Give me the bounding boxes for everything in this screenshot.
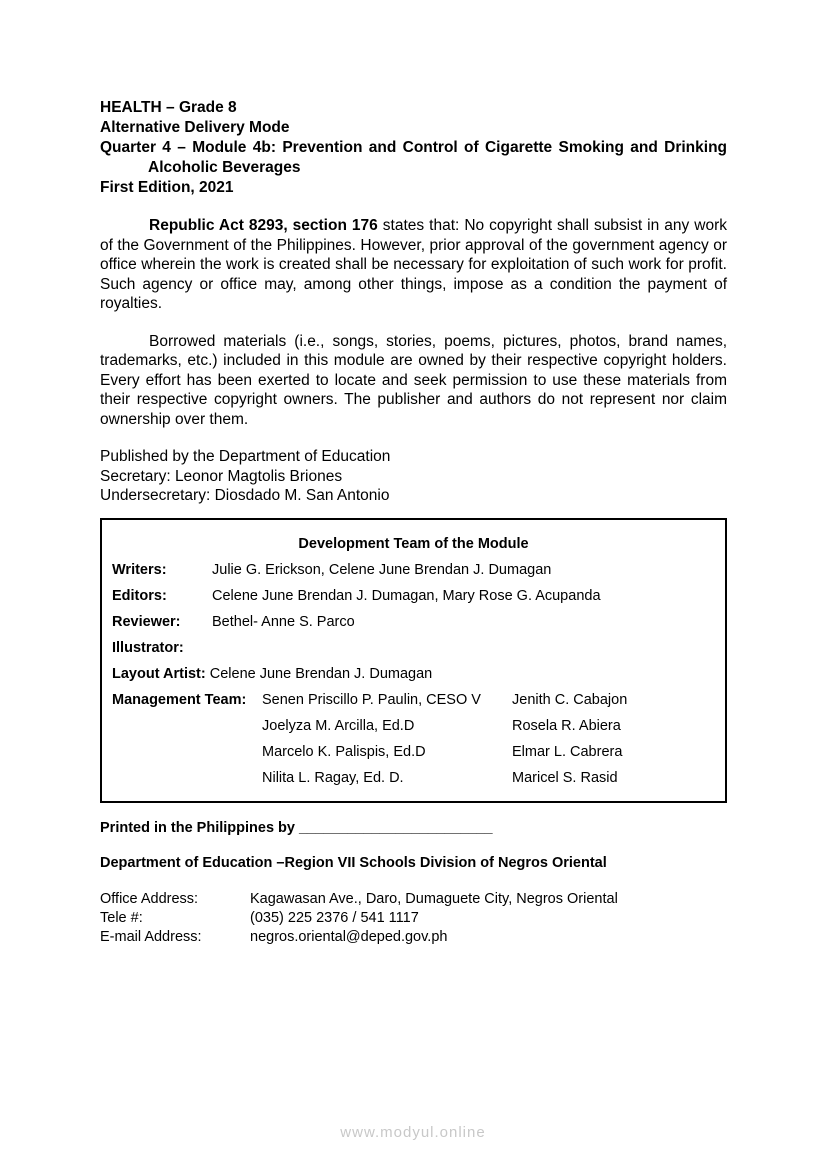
management-member: Elmar L. Cabrera <box>512 744 623 760</box>
illustrator-label: Illustrator: <box>112 640 184 656</box>
layout-artist-label: Layout Artist: <box>112 666 206 682</box>
copyright-text: states that: No copyright shall subsist in any work of the Government of the Philippines. However, prior approval of the government agency or office wherein the work is created shall be necessary for exploitation of such work for profit. Such agency or office may, among other things, impose as a condition the payment of royalties. <box>100 217 727 312</box>
editors-value: Celene June Brendan J. Dumagan, Mary Rose G. Acupanda <box>212 588 601 604</box>
writers-row <box>112 562 167 578</box>
tele-row <box>100 909 618 928</box>
edition: First Edition, 2021 <box>100 179 234 196</box>
management-member: Jenith C. Cabajon <box>512 692 628 708</box>
editors-row <box>112 588 167 604</box>
secretary: Secretary: Leonor Magtolis Briones <box>100 467 343 485</box>
copyright-page <box>100 98 727 506</box>
layout-artist-row <box>112 666 432 682</box>
publisher: Published by the Department of Education <box>100 448 391 465</box>
office-address-label: Office Address: <box>100 891 199 907</box>
reviewer-row <box>112 614 181 630</box>
publisher-block <box>100 447 727 506</box>
management-member: Rosela R. Abiera <box>512 718 621 734</box>
reviewer-value: Bethel- Anne S. Parco <box>212 614 355 630</box>
management-member: Nilita L. Ragay, Ed. D. <box>262 770 404 786</box>
title-block <box>100 98 727 198</box>
development-team-box <box>100 518 727 803</box>
management-member: Senen Priscillo P. Paulin, CESO V <box>262 692 481 708</box>
deped-division: Department of Education –Region VII Schools Division of Negros Oriental <box>100 855 607 871</box>
undersecretary: Undersecretary: Diosdado M. San Antonio <box>100 487 390 504</box>
watermark: www.modyul.online <box>340 1124 486 1141</box>
office-address-row <box>100 890 618 909</box>
contact-block <box>100 890 618 947</box>
copyright-law: Republic Act 8293, section 176 <box>149 217 378 234</box>
tele-label: Tele #: <box>100 910 143 926</box>
subject-title: HEALTH – Grade 8 <box>100 99 237 116</box>
management-member: Maricel S. Rasid <box>512 770 618 786</box>
management-member: Joelyza M. Arcilla, Ed.D <box>262 718 415 734</box>
writers-label: Writers: <box>112 562 167 578</box>
copyright-paragraph <box>100 216 727 314</box>
illustrator-row <box>112 640 184 656</box>
module-title: Quarter 4 – Module 4b: Prevention and Control of Cigarette Smoking and Drinking Alcoholic Beverages <box>100 139 727 176</box>
team-heading: Development Team of the Module <box>298 536 529 552</box>
email-row <box>100 928 618 947</box>
office-address: Kagawasan Ave., Daro, Dumaguete City, Negros Oriental <box>250 891 618 907</box>
borrowed-materials-paragraph: Borrowed materials (i.e., songs, stories, poems, pictures, photos, brand names, trademarks, etc.) included in this module are owned by their respective copyright holders. Every effort has been exerted to locate and seek permission to use these materials from their respective copyright owners. The publisher and authors do not represent nor claim ownership over them. <box>100 332 727 428</box>
management-member: Marcelo K. Palispis, Ed.D <box>262 744 426 760</box>
layout-artist-value: Celene June Brendan J. Dumagan <box>209 666 433 682</box>
email-label: E-mail Address: <box>100 929 202 945</box>
email-address[interactable]: negros.oriental@deped.gov.ph <box>250 929 448 945</box>
delivery-mode: Alternative Delivery Mode <box>100 119 290 136</box>
reviewer-label: Reviewer: <box>112 614 181 630</box>
management-row <box>112 692 246 708</box>
printed-in: Printed in the Philippines by ________________________ <box>100 820 493 836</box>
management-label: Management Team: <box>112 692 247 708</box>
writers-value: Julie G. Erickson, Celene June Brendan J. Dumagan <box>212 562 552 578</box>
editors-label: Editors: <box>112 588 167 604</box>
tele-number: (035) 225 2376 / 541 1117 <box>250 910 419 926</box>
